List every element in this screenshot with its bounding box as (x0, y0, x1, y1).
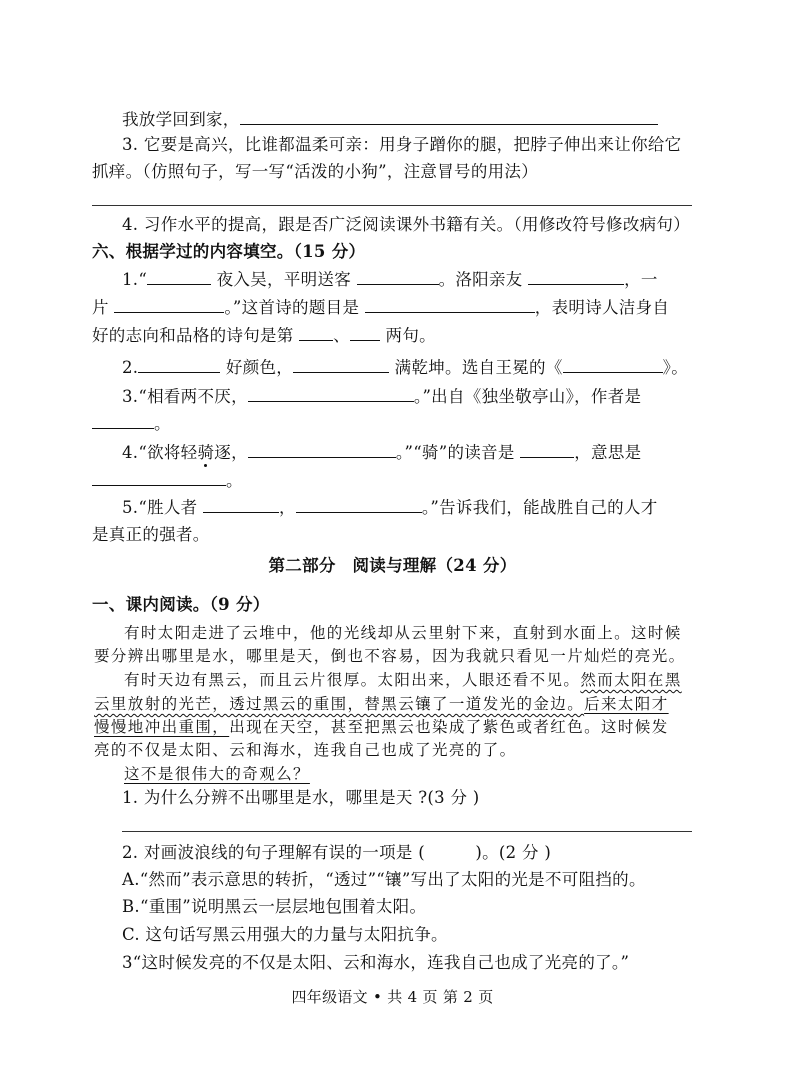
s6-q5-line1 (122, 496, 658, 519)
option-c: C. 这句话写黑云用强大的力量与太阳抗争。 (122, 925, 448, 944)
answer-blank[interactable] (357, 268, 439, 285)
text: 2. (122, 358, 139, 377)
text: 。洛阳亲友 (438, 270, 529, 289)
answer-blank[interactable] (248, 385, 414, 402)
text: 。 (226, 471, 243, 490)
s6-q4-line2 (92, 469, 243, 492)
answer-blank[interactable] (147, 268, 211, 285)
passage-p2-line5: 这不是很伟大的奇观么？ (124, 765, 310, 783)
passage-p1-line2: 要分辨出哪里是水，哪里是天，倒也不容易，因为我就只看见一片灿烂的亮光。 (94, 647, 686, 665)
q5-line2-text: 我放学回到家， (122, 110, 240, 129)
answer-blank[interactable] (350, 324, 380, 341)
text: ，意思是 (574, 443, 642, 462)
text: 夜入吴，平明送客 (211, 270, 357, 289)
underlined-text: 后来太阳才 (584, 695, 669, 713)
text: 有时天边有黑云，而且云片很厚。太阳出来，人眼还看不见。 (124, 671, 581, 689)
option-b: B.“重围”说明黑云一层层地包围着太阳。 (122, 897, 427, 916)
text: 1.“ (122, 270, 148, 289)
text: 。”告诉我们，能战胜自己的人才 (421, 498, 658, 517)
text: 片 (92, 298, 115, 317)
text: 逐， (214, 443, 248, 462)
answer-blank[interactable] (365, 296, 535, 313)
answer-blank[interactable] (92, 469, 226, 486)
reading-q3: 3“这时候发亮的不仅是太阳、云和海水，连我自己也成了光亮的了。” (122, 953, 630, 972)
s6-q3-line1 (122, 385, 641, 408)
text: 两句。 (379, 326, 436, 345)
s6-q2 (122, 356, 688, 379)
s6-q1-line2 (92, 296, 669, 319)
passage-p2-line2 (94, 693, 669, 715)
passage-p2-line3 (94, 716, 669, 738)
s6-q4-line1 (122, 441, 641, 464)
answer-blank[interactable] (299, 324, 333, 341)
q5-line2 (122, 108, 658, 131)
option-a: A.“然而”表示意思的转折，“透过”“镶”写出了太阳的光是不可阻挡的。 (122, 870, 646, 889)
part-two-heading: 第二部分 阅读与理解（24 分） (268, 556, 517, 575)
q5-q4: 4. 习作水平的提高，跟是否广泛阅读课外书籍有关。（用修改符号修改病句） (122, 215, 691, 234)
passage-p1-line1: 有时太阳走进了云堆中，他的光线却从云里射下来，直射到水面上。这时候 (124, 624, 682, 642)
text: 5.“胜人者 (122, 498, 204, 517)
text: ， (279, 498, 296, 517)
answer-line[interactable] (122, 831, 692, 832)
answer-blank[interactable] (520, 441, 574, 458)
section-six-heading: 六、根据学过的内容填空。（15 分） (92, 242, 366, 261)
answer-blank[interactable] (528, 268, 624, 285)
text: 出现在天空，甚至把黑云也染成了紫色或者红色。这时候发 (229, 718, 669, 736)
answer-blank[interactable] (240, 108, 658, 125)
text: 好的志向和品格的诗句是第 (92, 326, 300, 345)
wavy-underlined-text: 云里放射的光芒，透过黑云的重围，替黑云镶了一道发光的金边。 (94, 695, 585, 713)
q5-q3-line2: 抓痒。（仿照句子，写一写“活泼的小狗”，注意冒号的用法） (92, 162, 539, 181)
text: 。”这首诗的题目是 (224, 298, 365, 317)
answer-blank[interactable] (92, 412, 154, 429)
passage-p2-line1 (124, 669, 682, 691)
s6-q5-line2: 是真正的强者。 (92, 525, 210, 544)
text: 。 (154, 414, 171, 433)
answer-blank[interactable] (203, 496, 279, 513)
answer-blank[interactable] (138, 356, 220, 373)
emphasis-dot-char: 骑 (197, 443, 215, 462)
text: 4.“欲将轻 (122, 443, 198, 462)
reading-subheading: 一、课内阅读。（9 分） (92, 595, 270, 614)
underlined-text: 慢慢地冲出重围， (94, 718, 230, 736)
answer-blank[interactable] (296, 496, 422, 513)
text: 、 (333, 326, 350, 345)
s6-q1-line3 (92, 324, 436, 347)
text: 。”“骑”的读音是 (395, 443, 521, 462)
text: 3.“相看两不厌， (122, 387, 248, 406)
text: ，表明诗人洁身自 (534, 298, 670, 317)
reading-q1: 1. 为什么分辨不出哪里是水，哪里是天 ?(3 分 ) (122, 788, 480, 807)
answer-line[interactable] (92, 205, 692, 206)
answer-blank[interactable] (248, 441, 396, 458)
answer-blank[interactable] (293, 356, 389, 373)
text: 。”出自《独坐敬亭山》，作者是 (413, 387, 642, 406)
text: 》。 (662, 358, 688, 377)
text: 满乾坤。选自王冕的《 (389, 358, 563, 377)
text: 好颜色， (220, 358, 294, 377)
wavy-underlined-text: 然而太阳在黑 (580, 671, 682, 689)
s6-q3-line2 (92, 412, 171, 435)
answer-blank[interactable] (563, 356, 663, 373)
text: ，一 (624, 270, 658, 289)
q5-q3-line1: 3. 它要是高兴，比谁都温柔可亲：用身子蹭你的腿，把脖子伸出来让你给它 (122, 135, 682, 154)
s6-q1-line1 (122, 268, 658, 291)
reading-q2: 2. 对画波浪线的句子理解有误的一项是 ( )。(2 分 ) (122, 843, 552, 862)
page-footer: 四年级语文 • 共 4 页 第 2 页 (291, 988, 494, 1006)
passage-p2-line4: 亮的不仅是太阳、云和海水，连我自己也成了光亮的了。 (94, 741, 517, 759)
answer-blank[interactable] (114, 296, 224, 313)
